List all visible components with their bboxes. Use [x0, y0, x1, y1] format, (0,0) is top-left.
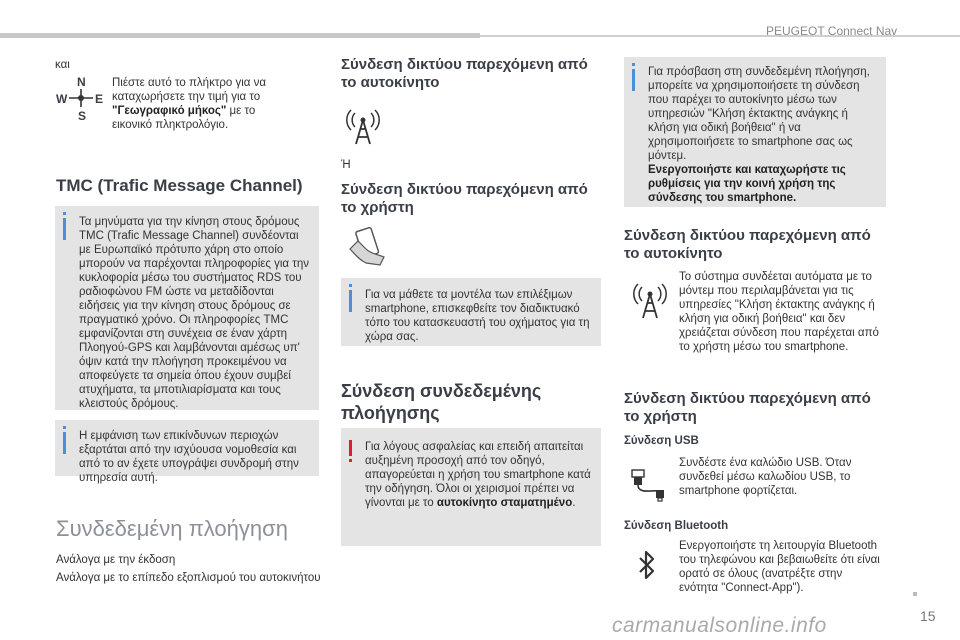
safety-warning-note — [341, 428, 601, 546]
compass-icon: N W E S — [56, 75, 104, 123]
bluetooth-label: Σύνδεση Bluetooth — [624, 520, 729, 532]
info-icon — [63, 432, 66, 454]
connected-navigation-title: Συνδεδεμένη πλοήγηση — [56, 516, 288, 541]
vehicle-network-heading-2: Σύνδεση δικτύου παρεχόμενη από το αυτοκίνητο — [624, 227, 871, 262]
usb-cable-icon — [628, 468, 670, 502]
usb-text: Συνδέστε ένα καλώδιο USB. Όταν συνδεθεί μέσω καλωδίου USB, το smartphone φορτίζεται. — [679, 457, 852, 497]
compass-description: Πιέστε αυτό το πλήκτρο για να καταχωρήσετε την τιμή για το "Γεωγραφικό μήκος" με το εικονικό πληκτρολόγιο. — [112, 77, 267, 131]
user-network-heading: Σύνδεση δικτύου παρεχόμενη από το χρήστη — [341, 181, 588, 216]
equipment-line: Ανάλογα με το επίπεδο εξοπλισμού του αυτοκινήτου — [56, 572, 321, 584]
longitude-label: "Γεωγραφικό μήκος" — [112, 105, 227, 117]
tmc-heading: TMC (Trafic Message Channel) — [56, 176, 303, 195]
version-line: Ανάλογα με την έκδοση — [56, 554, 176, 566]
bluetooth-text: Ενεργοποιήστε τη λειτουργία Bluetooth του τηλεφώνου και βεβαιωθείτε ότι είναι ορατό σε όλους (ανατρέξτε στην ενότητα "Connect-App"). — [679, 540, 880, 594]
kai-text: και — [55, 59, 70, 71]
info-icon — [349, 290, 352, 312]
or-text: Ή — [341, 159, 351, 171]
models-info-note — [341, 278, 601, 346]
access-info-note — [624, 57, 886, 207]
bluetooth-icon — [638, 550, 656, 580]
header-title: PEUGEOT Connect Nav — [766, 24, 898, 38]
info-icon — [632, 69, 635, 91]
access-note-text: Για πρόσβαση στη συνδεδεμένη πλοήγηση, μπορείτε να χρησιμοποιήσετε τη σύνδεση που παρέχει το αυτοκίνητο μέσω των υπηρεσιών "Κλήση έκτακτης ανάγκης ή κλήση για οδική βοήθεια" ή να χρησιμοποιήσετε το smartphone σας ως μόντεμ. Ενεργοποιήστε και καταχωρήστε τις ρυθμίσεις για την κοινή χρήση της σύνδεσης του smartphone. — [648, 66, 870, 204]
antenna-icon — [630, 281, 670, 319]
models-note-text: Για να μάθετε τα μοντέλα των επιλέξιμων smartphone, επισκεφθείτε τον διαδικτυακό τόπο του κατασκευαστή του οχήματος για τη χώρα σας. — [365, 289, 590, 343]
hazard-info-note — [55, 420, 319, 484]
connected-navigation-heading: Σύνδεση συνδεδεμένης πλοήγησης — [341, 381, 542, 423]
page-marker — [913, 592, 917, 596]
tmc-note-text: Τα μηνύματα για την κίνηση στους δρόμους TMC (Trafic Message Channel) συνδέονται με Ευρωπαϊκό πρότυπο χάρη στο οποίο μπορούν να παρέχονται πληροφορίες για την κυκλοφορία μέσω του συστήματος RDS του ραδιοφώνου FM ώστε να μεταδίδονται ειδήσεις για την κίνηση στους δρόμους σε πραγματικό χρόνο. Οι πληροφορίες TMC εμφανίζονται στη συνέχεια σε έναν χάρτη Πλοηγού-GPS και λαμβάνονται αμέσως υπ' όψιν κατά την πλοήγηση προκειμένου να αποφεύγετε τα σημεία όπου έχουν συμβεί ατυχήματα, τα μποτιλιαρίσματα και τους κλειστούς δρόμους. — [79, 216, 309, 410]
antenna-icon — [343, 107, 383, 145]
tmc-info-note — [55, 206, 319, 410]
info-icon — [63, 218, 66, 240]
user-network-heading-2: Σύνδεση δικτύου παρεχόμενη από το χρήστη — [624, 390, 871, 425]
safety-note-text: Για λόγους ασφαλείας και επειδή απαιτείται αυξημένη προσοχή από τον οδηγό, απαγορεύεται η χρήση του smartphone κατά την οδήγηση. Όλοι οι χειρισμοί πρέπει να γίνονται με το αυτοκίνητο σταματημένο. — [365, 441, 591, 509]
watermark: carmanualsonline.info — [612, 614, 827, 637]
vehicle-connection-text: Το σύστημα συνδέεται αυτόματα με το μόντεμ που περιλαμβάνεται για τις υπηρεσίες "Κλήση έκτακτης ανάγκης ή κλήση για οδική βοήθεια" και δεν χρειάζεται σύνδεση που παρέχεται από το χρήστη μέσω του smartphone. — [679, 271, 879, 353]
hazard-note-text: Η εμφάνιση των επικίνδυνων περιοχών εξαρτάται από την ισχύουσα νομοθεσία και από το αν έχετε υπογράψει συνδρομή στην υπηρεσία αυτή. — [79, 430, 299, 484]
header-rule-left — [0, 33, 480, 38]
usb-label: Σύνδεση USB — [624, 435, 699, 447]
page-number: 15 — [920, 608, 936, 624]
warning-icon — [349, 440, 352, 456]
vehicle-network-heading: Σύνδεση δικτύου παρεχόμενη από το αυτοκίνητο — [341, 56, 588, 91]
smartphone-hand-icon — [346, 227, 390, 267]
